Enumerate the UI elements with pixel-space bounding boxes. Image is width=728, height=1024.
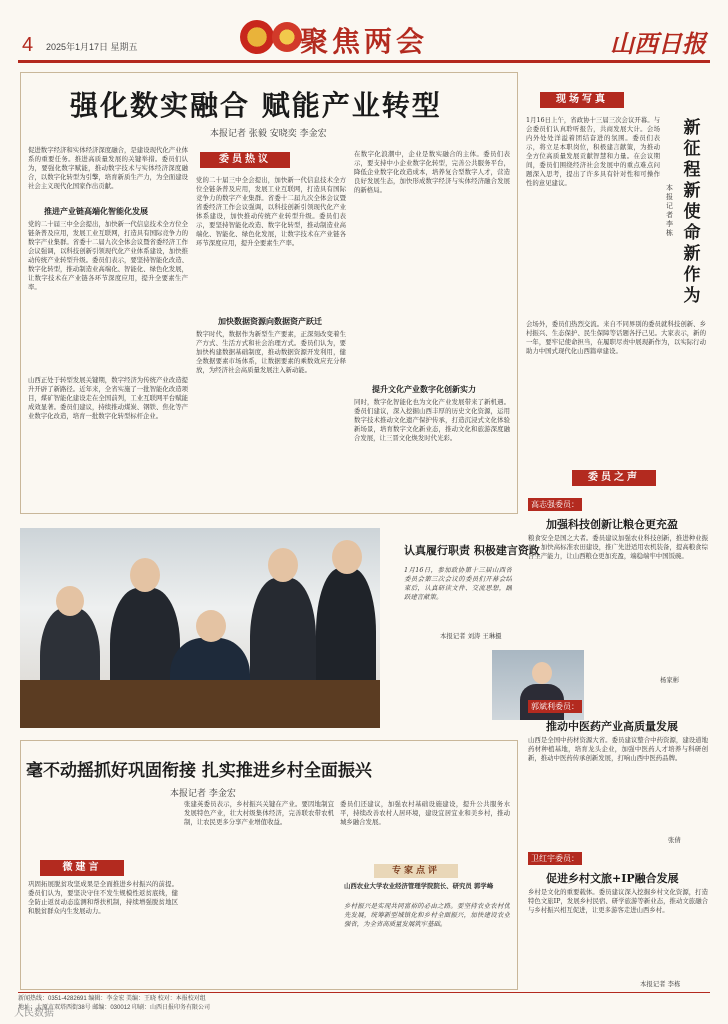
tag-micro-advice: 微建言 bbox=[40, 860, 124, 876]
bottom-text-b: 张建英委员表示，乡村振兴关键在产业。要因地制宜发展特色产业，壮大村级集体经济，完善联农带农机制，让农民更多分享产业增值收益。 bbox=[184, 800, 334, 826]
lead-headline: 强化数实融合 赋能产业转型 bbox=[70, 89, 442, 122]
issue-date: 2025年1月17日 星期五 bbox=[46, 42, 138, 52]
lead-subhead-3: 提升文化产业数字化创新实力 bbox=[372, 384, 476, 394]
expert-byline: 山西农业大学农业经济管理学院院长、研究员 郭学峰 bbox=[344, 882, 494, 890]
lead-text-b: 山西正处于转型发展关键期，数字经济为传统产业改造提升开辟了新路径。近年来，全省实施了一批智能化改造项目，煤矿智能化建设走在全国前列，工业互联网平台赋能成效显著。委员们建议，持续推动煤炭、钢铁、焦化等产业数字化改造，培育一批数字化转型标杆企业。 bbox=[28, 376, 188, 420]
footer-line-2: 地址：太原市双塔西街38号 邮编：030012 印刷：山西日报印务有限公司 bbox=[18, 1005, 211, 1011]
cppcc-emblem-icon bbox=[272, 22, 302, 52]
page-number: 4 bbox=[22, 34, 34, 56]
speaker-3-byline: 本报记者 李栋 bbox=[640, 980, 681, 988]
speaker-3-name: 卫红宇委员： bbox=[528, 852, 582, 865]
tag-members-voice: 委员之声 bbox=[572, 470, 656, 486]
lead-text-e: 在数字化浪潮中，企业是数实融合的主体。委员们表示，要支持中小企业数字化转型，完善公共服务平台，降低企业数字化改造成本，培养复合型数字人才，营造良好发展生态，加快形成数字经济与实体经济融合发展的新格局。 bbox=[354, 150, 510, 194]
lead-intro: 促进数字经济和实体经济深度融合，是建设现代化产业体系的重要任务。推进高质量发展的关键举措。委员们认为，要强化数字赋能，推动数字技术与实体经济深度融合，以数字化转型为引擎，培育新质生产力，为全面建设社会主义现代化国家作出贡献。 bbox=[28, 146, 188, 190]
speaker-2-name: 郭斌利委员： bbox=[528, 700, 582, 713]
photo-caption-byline: 本报记者 刘涛 王琳摄 bbox=[440, 632, 502, 640]
footer-line-1: 新闻热线：0351-4282691 编辑：李金宏 美编：王晓 校对：本报校对组 bbox=[18, 996, 206, 1002]
field-report-byline: 本报记者 李栋 bbox=[666, 184, 673, 237]
header-divider bbox=[18, 60, 710, 63]
committee-members-photo bbox=[20, 528, 380, 728]
footer bbox=[18, 992, 710, 1013]
field-report-vertical-title: 新征程 新使命 新作为 bbox=[683, 118, 701, 306]
speaker-1-title: 加强科技创新让粮仓更充盈 bbox=[546, 518, 678, 531]
speaker-2-title: 推动中医药产业高质量发展 bbox=[546, 720, 678, 733]
speaker-3-title: 促进乡村文旅+IP融合发展 bbox=[546, 872, 679, 885]
field-report-text: 1月16日上午，省政协十三届三次会议开幕。与会委员们认真聆听报告，共商发展大计。会场内外处处洋溢着团结奋进的氛围。委员们表示，将立足本职岗位，积极建言献策，为推动全方位高质量发展贡献智慧和力量。在会议期间，委员们围绕经济社会发展中的重点难点问题深入思考，提出了许多具有针对性和可操作性的意见建议。 bbox=[526, 116, 660, 187]
section-title: 聚焦两会 bbox=[300, 25, 429, 58]
national-emblem-icon bbox=[240, 20, 274, 54]
bottom-headline: 毫不动摇抓好巩固衔接 扎实推进乡村全面振兴 bbox=[26, 761, 372, 781]
bottom-text-c: 委员们还建议，加强农村基础设施建设，提升公共服务水平，持续改善农村人居环境，建设宜居宜业和美乡村，推动城乡融合发展。 bbox=[340, 800, 510, 826]
lead-text-a: 党的二十届三中全会提出，加快新一代信息技术全方位全链条普及应用，发展工业互联网，打造具有国际竞争力的数字产业集群。省委十二届九次全体会议暨省委经济工作会议强调，以科技创新引领现代化产业体系建设，加快推动传统产业转型升级。委员们表示，要坚持智能化改造、数字化转型，推动制造业高端化、智能化、绿色化发展，让数字技术在产业链各环节深度应用，提升全要素生产率。 bbox=[28, 220, 188, 291]
speaker-1-text: 粮食安全是国之大者。委员建议加强农业科技创新，推进种业振兴，加快高标准农田建设，推广先进适用农机装备，提高粮食综合生产能力，让山西粮仓更加充盈，端稳端牢中国饭碗。 bbox=[528, 534, 708, 560]
bottom-byline: 本报记者 李金宏 bbox=[170, 789, 236, 799]
speaker-2-byline: 张倩 bbox=[668, 836, 681, 844]
lead-text-d: 同时，数字化智能化也为文化产业发展带来了新机遇。委员们建议，深入挖掘山西丰厚的历史文化资源，运用数字技术推动文化遗产保护传承，打造沉浸式文化体验新场景，培育数字文化新业态，推动文化和旅游深度融合发展，让三晋文化焕发时代光彩。 bbox=[354, 398, 510, 442]
photo-caption-title: 认真履行职责 积极建言资政 bbox=[404, 544, 540, 557]
speaker-2-text: 山西是全国中药材资源大省。委员建议整合中药资源，建设道地药材种植基地，培育龙头企业，加强中医药人才培养与科研创新，推动中医药传承创新发展，打响山西中医药品牌。 bbox=[528, 736, 708, 762]
speaker-3-text: 乡村是文化的重要载体。委员建议深入挖掘乡村文化资源，打造特色文旅IP，发展乡村民宿、研学旅游等新业态，推动文旅融合与乡村振兴相互促进，让更多游客走进山西乡村。 bbox=[528, 888, 708, 914]
lead-text-c: 数字时代，数据作为新型生产要素，正深刻改变着生产方式、生活方式和社会治理方式。委员们认为，要加快构建数据基础制度，推动数据资源开发利用，健全数据要素市场体系，让数据要素的乘数效应充分释放，为经济社会高质量发展注入新动能。 bbox=[196, 330, 346, 374]
tag-expert-comment: 专家点评 bbox=[374, 864, 458, 878]
speaker-1-byline: 杨家彬 bbox=[660, 676, 680, 684]
tag-field-report: 现场写真 bbox=[540, 92, 624, 108]
lead-text-a2: 党的二十届三中全会提出，加快新一代信息技术全方位全链条普及应用，发展工业互联网，打造具有国际竞争力的数字产业集群。省委十二届九次全体会议暨省委经济工作会议强调，以科技创新引领现代化产业体系建设，加快推动传统产业转型升级。委员们表示，要坚持智能化改造、数字化转型，推动制造业高端化、智能化、绿色化发展，让数字技术在产业链各环节深度应用，提升全要素生产率。 bbox=[196, 176, 346, 247]
tag-committee-discussion: 委员热议 bbox=[200, 152, 290, 168]
field-report-text-2: 会场外，委员们热烈交流。来自不同界别的委员就科技创新、乡村振兴、生态保护、民生保障等话题各抒己见。大家表示，新的一年，要牢记使命担当，在履职尽责中展现新作为，以实际行动助力中国式现代化山西篇章建设。 bbox=[526, 320, 706, 355]
lead-subhead-1: 推进产业链高端化智能化发展 bbox=[44, 206, 148, 216]
speaker-1-name: 高志强委员： bbox=[528, 498, 582, 511]
lead-subhead-2: 加快数据资源向数据资产跃迁 bbox=[218, 316, 322, 326]
paper-name: 山西日报 bbox=[610, 29, 706, 58]
lead-byline: 本报记者 张毅 安晓奕 李金宏 bbox=[210, 129, 327, 139]
photo-caption-text: 1月16日，参加政协第十三届山西省委员会第三次会议的委员们开幕会结束后，认真研读文件、交流思想，踊跃建言献策。 bbox=[404, 566, 512, 601]
watermark: 人民数据 bbox=[14, 1008, 54, 1019]
expert-comment: 乡村振兴是实现共同富裕的必由之路。要坚持农业农村优先发展，统筹新型城镇化和乡村全面振兴，加快建设农业强省，为全省高质量发展筑牢基础。 bbox=[344, 902, 510, 928]
bottom-text-a: 巩固拓展脱贫攻坚成果是全面推进乡村振兴的前提。委员们认为，要坚决守住不发生规模性返贫底线，健全防止返贫动态监测和帮扶机制，持续增强脱贫地区和脱贫群众内生发展动力。 bbox=[28, 880, 178, 915]
